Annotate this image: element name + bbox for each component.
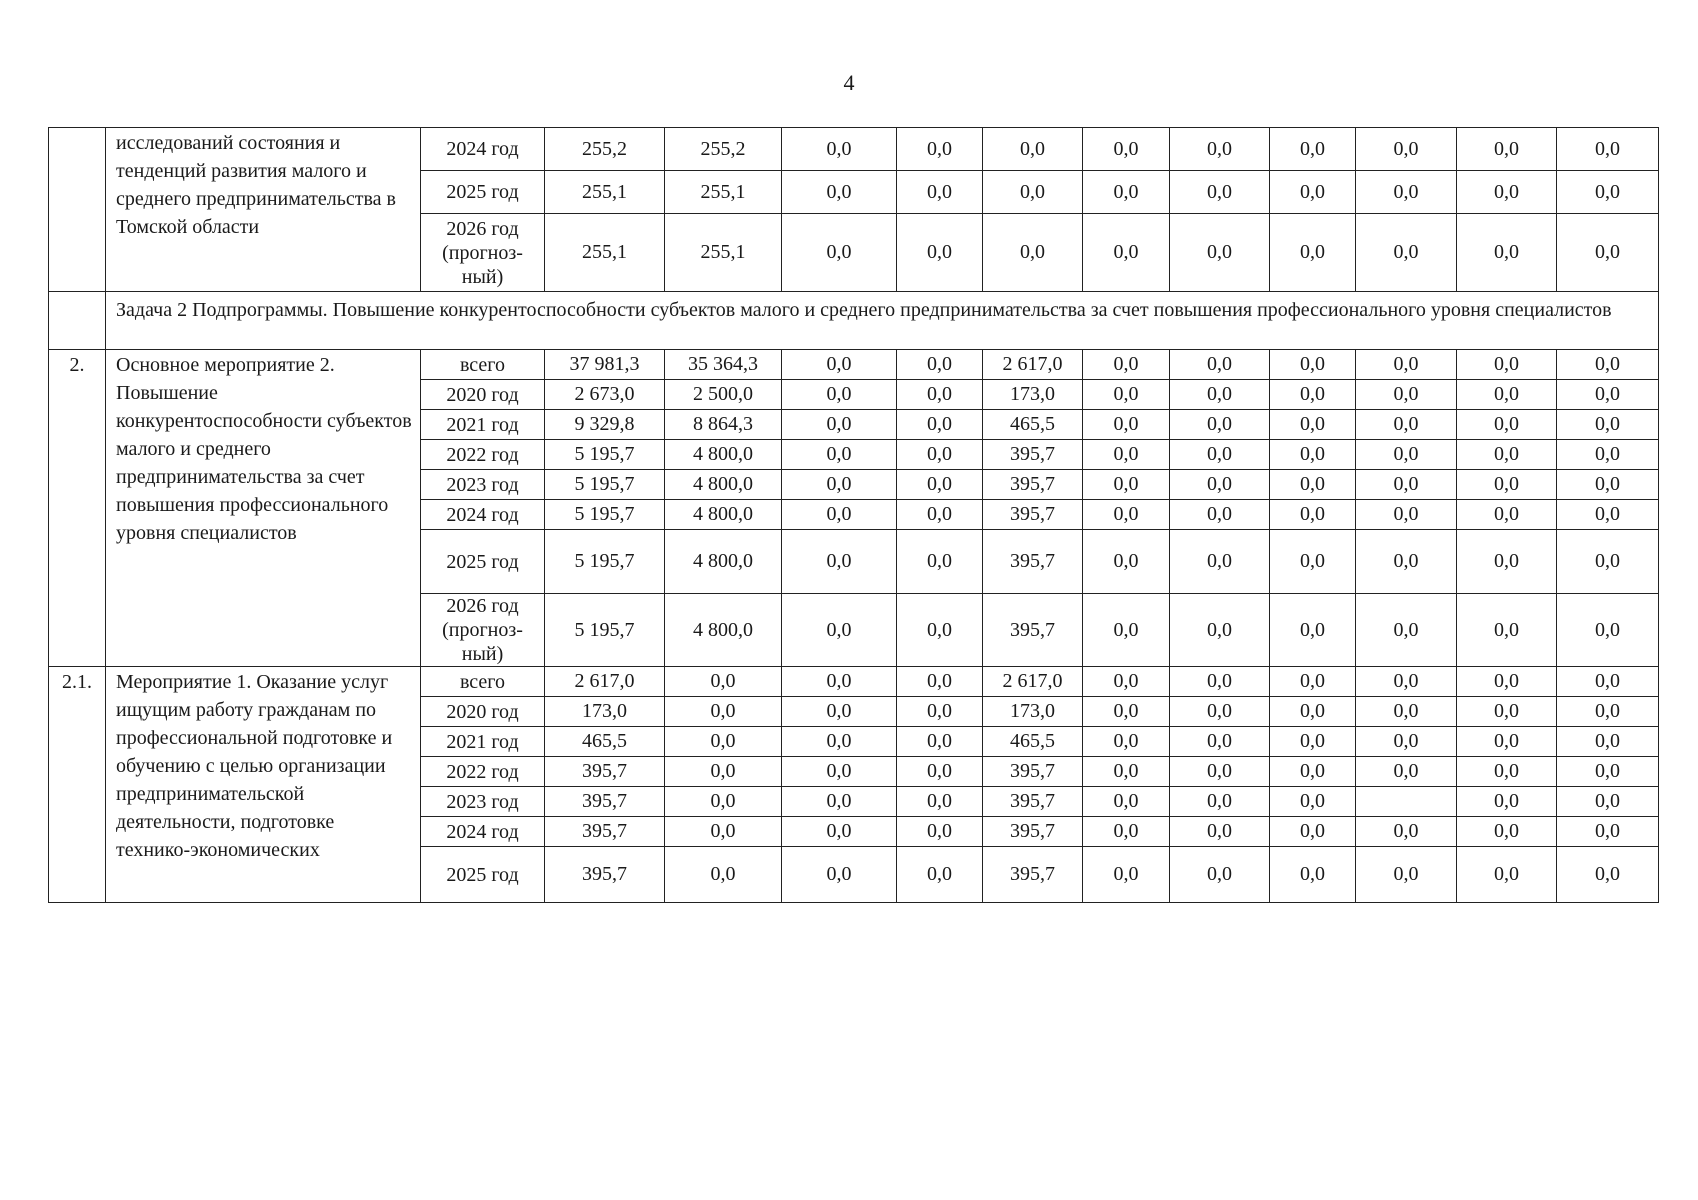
value-cell: 0,0	[1557, 594, 1659, 667]
value-cell: 0,0	[1083, 500, 1170, 530]
value-cell: 0,0	[1170, 410, 1270, 440]
value-cell: 0,0	[782, 667, 897, 697]
value-cell: 0,0	[1356, 847, 1457, 903]
value-cell: 0,0	[1083, 697, 1170, 727]
value-cell: 0,0	[897, 787, 983, 817]
value-cell: 0,0	[782, 214, 897, 292]
value-cell: 255,2	[545, 128, 665, 171]
value-cell: 0,0	[1557, 350, 1659, 380]
value-cell: 0,0	[1457, 214, 1557, 292]
value-cell: 0,0	[1557, 787, 1659, 817]
value-cell: 0,0	[1270, 500, 1356, 530]
value-cell: 0,0	[782, 470, 897, 500]
value-cell: 0,0	[1356, 757, 1457, 787]
value-cell: 0,0	[1557, 530, 1659, 594]
value-cell: 0,0	[1083, 171, 1170, 214]
value-cell: 0,0	[1170, 727, 1270, 757]
value-cell: 0,0	[1270, 757, 1356, 787]
value-cell: 0,0	[1557, 727, 1659, 757]
value-cell: 0,0	[782, 380, 897, 410]
value-cell: 0,0	[897, 667, 983, 697]
year-cell: 2022 год	[421, 757, 545, 787]
value-cell: 0,0	[665, 787, 782, 817]
value-cell: 0,0	[1170, 500, 1270, 530]
value-cell: 0,0	[1083, 727, 1170, 757]
value-cell: 0,0	[1170, 667, 1270, 697]
year-cell: 2025 год	[421, 847, 545, 903]
value-cell: 0,0	[782, 500, 897, 530]
value-cell: 395,7	[983, 530, 1083, 594]
year-cell: 2026 год (прогноз-ный)	[421, 214, 545, 292]
value-cell: 0,0	[1557, 817, 1659, 847]
value-cell: 0,0	[1557, 171, 1659, 214]
value-cell: 5 195,7	[545, 594, 665, 667]
value-cell: 0,0	[1083, 440, 1170, 470]
value-cell: 0,0	[782, 440, 897, 470]
value-cell: 0,0	[1557, 500, 1659, 530]
value-cell: 0,0	[665, 697, 782, 727]
value-cell: 0,0	[1170, 440, 1270, 470]
value-cell: 0,0	[1457, 380, 1557, 410]
value-cell: 0,0	[1457, 667, 1557, 697]
value-cell: 0,0	[897, 128, 983, 171]
value-cell: 0,0	[1356, 440, 1457, 470]
value-cell: 0,0	[1356, 697, 1457, 727]
year-cell: всего	[421, 350, 545, 380]
value-cell: 0,0	[897, 500, 983, 530]
year-cell: 2025 год	[421, 171, 545, 214]
value-cell: 0,0	[1083, 380, 1170, 410]
value-cell: 0,0	[897, 380, 983, 410]
value-cell: 0,0	[782, 128, 897, 171]
value-cell: 5 195,7	[545, 440, 665, 470]
value-cell: 0,0	[1457, 817, 1557, 847]
value-cell: 0,0	[1457, 757, 1557, 787]
value-cell: 0,0	[1270, 530, 1356, 594]
value-cell: 0,0	[782, 594, 897, 667]
value-cell: 0,0	[1170, 757, 1270, 787]
value-cell: 35 364,3	[665, 350, 782, 380]
value-cell: 395,7	[545, 787, 665, 817]
value-cell: 0,0	[1356, 817, 1457, 847]
year-cell: 2023 год	[421, 470, 545, 500]
value-cell	[1356, 787, 1457, 817]
value-cell: 255,1	[665, 214, 782, 292]
value-cell: 0,0	[1083, 817, 1170, 847]
year-cell: 2020 год	[421, 697, 545, 727]
item-name: Мероприятие 1. Оказание услуг ищущим работу гражданам по профессиональной подготовке и обучению с целью организации предпринимательской деятельности, подготовке технико-экономических	[106, 667, 421, 903]
value-cell: 0,0	[1356, 214, 1457, 292]
year-cell: 2020 год	[421, 380, 545, 410]
item-number: 2.1.	[49, 667, 106, 903]
year-cell: всего	[421, 667, 545, 697]
value-cell: 0,0	[1083, 847, 1170, 903]
value-cell: 0,0	[1356, 594, 1457, 667]
value-cell: 0,0	[983, 171, 1083, 214]
value-cell: 0,0	[1083, 410, 1170, 440]
value-cell: 0,0	[1457, 787, 1557, 817]
value-cell: 0,0	[1356, 171, 1457, 214]
value-cell: 0,0	[782, 727, 897, 757]
value-cell: 0,0	[897, 594, 983, 667]
table-row	[49, 128, 1659, 171]
value-cell: 0,0	[1356, 470, 1457, 500]
task-row	[49, 292, 1659, 350]
value-cell: 0,0	[1270, 787, 1356, 817]
year-cell: 2026 год (прогноз-ный)	[421, 594, 545, 667]
value-cell: 5 195,7	[545, 470, 665, 500]
value-cell: 395,7	[545, 847, 665, 903]
value-cell: 465,5	[545, 727, 665, 757]
value-cell: 0,0	[983, 214, 1083, 292]
value-cell: 0,0	[1356, 727, 1457, 757]
value-cell: 0,0	[665, 667, 782, 697]
value-cell: 395,7	[983, 757, 1083, 787]
value-cell: 4 800,0	[665, 470, 782, 500]
value-cell: 0,0	[897, 697, 983, 727]
value-cell: 0,0	[1457, 594, 1557, 667]
task-description: Задача 2 Подпрограммы. Повышение конкурентоспособности субъектов малого и среднего предпринимательства за счет повышения профессионального уровня специалистов	[106, 292, 1659, 350]
item-number: 2.	[49, 350, 106, 667]
value-cell: 0,0	[1457, 440, 1557, 470]
value-cell: 0,0	[1356, 350, 1457, 380]
value-cell: 0,0	[1170, 697, 1270, 727]
value-cell: 0,0	[1457, 410, 1557, 440]
value-cell: 0,0	[1557, 757, 1659, 787]
value-cell: 0,0	[782, 757, 897, 787]
value-cell: 0,0	[897, 817, 983, 847]
value-cell: 395,7	[545, 817, 665, 847]
value-cell: 0,0	[665, 727, 782, 757]
value-cell: 0,0	[665, 757, 782, 787]
value-cell: 0,0	[1356, 410, 1457, 440]
value-cell: 5 195,7	[545, 500, 665, 530]
value-cell: 465,5	[983, 727, 1083, 757]
value-cell: 0,0	[1356, 667, 1457, 697]
value-cell: 0,0	[1457, 500, 1557, 530]
value-cell: 0,0	[1270, 727, 1356, 757]
year-cell: 2022 год	[421, 440, 545, 470]
value-cell: 0,0	[1170, 171, 1270, 214]
page-number: 4	[843, 70, 855, 95]
value-cell: 0,0	[1083, 350, 1170, 380]
value-cell: 0,0	[782, 817, 897, 847]
value-cell: 37 981,3	[545, 350, 665, 380]
value-cell: 395,7	[983, 847, 1083, 903]
value-cell: 8 864,3	[665, 410, 782, 440]
value-cell: 0,0	[1356, 500, 1457, 530]
value-cell: 0,0	[1170, 380, 1270, 410]
value-cell: 0,0	[1170, 470, 1270, 500]
value-cell: 2 500,0	[665, 380, 782, 410]
value-cell: 4 800,0	[665, 500, 782, 530]
value-cell: 0,0	[897, 214, 983, 292]
value-cell: 0,0	[897, 727, 983, 757]
value-cell: 0,0	[1557, 410, 1659, 440]
value-cell: 0,0	[897, 470, 983, 500]
value-cell: 0,0	[1270, 697, 1356, 727]
item-name: исследований состояния и тенденций развития малого и среднего предпринимательства в Томской области	[106, 128, 421, 292]
value-cell: 0,0	[1170, 214, 1270, 292]
value-cell: 0,0	[1457, 350, 1557, 380]
value-cell: 0,0	[782, 787, 897, 817]
value-cell: 0,0	[1170, 787, 1270, 817]
value-cell: 0,0	[1170, 128, 1270, 171]
year-cell: 2021 год	[421, 410, 545, 440]
table-row	[49, 667, 1659, 697]
value-cell: 395,7	[983, 440, 1083, 470]
value-cell: 0,0	[782, 410, 897, 440]
value-cell: 0,0	[1457, 697, 1557, 727]
value-cell: 0,0	[1170, 530, 1270, 594]
value-cell: 0,0	[1083, 787, 1170, 817]
value-cell: 0,0	[1270, 128, 1356, 171]
value-cell: 0,0	[897, 440, 983, 470]
value-cell: 465,5	[983, 410, 1083, 440]
value-cell: 9 329,8	[545, 410, 665, 440]
value-cell: 0,0	[897, 847, 983, 903]
value-cell: 0,0	[1457, 128, 1557, 171]
value-cell: 5 195,7	[545, 530, 665, 594]
task-number	[49, 292, 106, 350]
value-cell: 0,0	[782, 530, 897, 594]
value-cell: 0,0	[897, 410, 983, 440]
value-cell: 0,0	[1557, 128, 1659, 171]
value-cell: 395,7	[545, 757, 665, 787]
year-cell: 2025 год	[421, 530, 545, 594]
value-cell: 2 673,0	[545, 380, 665, 410]
value-cell: 0,0	[1083, 530, 1170, 594]
value-cell: 0,0	[1270, 350, 1356, 380]
value-cell: 0,0	[1557, 214, 1659, 292]
value-cell: 395,7	[983, 594, 1083, 667]
year-cell: 2024 год	[421, 128, 545, 171]
value-cell: 0,0	[1083, 667, 1170, 697]
value-cell: 255,1	[665, 171, 782, 214]
value-cell: 0,0	[1356, 380, 1457, 410]
value-cell: 4 800,0	[665, 440, 782, 470]
value-cell: 0,0	[1457, 727, 1557, 757]
value-cell: 2 617,0	[983, 667, 1083, 697]
value-cell: 173,0	[983, 380, 1083, 410]
value-cell: 0,0	[1083, 470, 1170, 500]
value-cell: 0,0	[1457, 470, 1557, 500]
value-cell: 0,0	[1270, 440, 1356, 470]
value-cell: 0,0	[1557, 440, 1659, 470]
table-row	[49, 350, 1659, 380]
value-cell: 0,0	[1557, 470, 1659, 500]
value-cell: 0,0	[1270, 817, 1356, 847]
value-cell: 173,0	[545, 697, 665, 727]
value-cell: 0,0	[897, 530, 983, 594]
year-cell: 2023 год	[421, 787, 545, 817]
year-cell: 2024 год	[421, 817, 545, 847]
item-number	[49, 128, 106, 292]
value-cell: 0,0	[1270, 470, 1356, 500]
item-name: Основное мероприятие 2. Повышение конкурентоспособности субъектов малого и среднего предпринимательства за счет повышения профессионального уровня специалистов	[106, 350, 421, 667]
year-cell: 2021 год	[421, 727, 545, 757]
value-cell: 0,0	[983, 128, 1083, 171]
value-cell: 0,0	[782, 697, 897, 727]
value-cell: 0,0	[1270, 214, 1356, 292]
value-cell: 0,0	[1557, 697, 1659, 727]
value-cell: 0,0	[1457, 171, 1557, 214]
value-cell: 255,1	[545, 214, 665, 292]
value-cell: 395,7	[983, 817, 1083, 847]
value-cell: 0,0	[1270, 380, 1356, 410]
budget-table	[48, 127, 1659, 903]
value-cell: 0,0	[1170, 350, 1270, 380]
value-cell: 0,0	[782, 847, 897, 903]
value-cell: 0,0	[1557, 667, 1659, 697]
value-cell: 0,0	[1270, 594, 1356, 667]
value-cell: 0,0	[1270, 410, 1356, 440]
value-cell: 4 800,0	[665, 530, 782, 594]
value-cell: 0,0	[1270, 847, 1356, 903]
value-cell: 0,0	[1557, 847, 1659, 903]
value-cell: 395,7	[983, 787, 1083, 817]
value-cell: 255,2	[665, 128, 782, 171]
value-cell: 2 617,0	[983, 350, 1083, 380]
value-cell: 395,7	[983, 470, 1083, 500]
value-cell: 0,0	[1083, 594, 1170, 667]
year-cell: 2024 год	[421, 500, 545, 530]
value-cell: 0,0	[1083, 128, 1170, 171]
value-cell: 0,0	[897, 171, 983, 214]
value-cell: 0,0	[1356, 128, 1457, 171]
value-cell: 0,0	[1170, 817, 1270, 847]
value-cell: 0,0	[897, 350, 983, 380]
value-cell: 0,0	[1557, 380, 1659, 410]
value-cell: 0,0	[897, 757, 983, 787]
value-cell: 0,0	[1170, 847, 1270, 903]
value-cell: 0,0	[782, 350, 897, 380]
value-cell: 395,7	[983, 500, 1083, 530]
value-cell: 0,0	[1083, 214, 1170, 292]
value-cell: 255,1	[545, 171, 665, 214]
value-cell: 0,0	[1083, 757, 1170, 787]
value-cell: 173,0	[983, 697, 1083, 727]
value-cell: 0,0	[1457, 847, 1557, 903]
value-cell: 0,0	[1170, 594, 1270, 667]
value-cell: 2 617,0	[545, 667, 665, 697]
value-cell: 0,0	[1356, 530, 1457, 594]
value-cell: 0,0	[1270, 667, 1356, 697]
value-cell: 0,0	[665, 847, 782, 903]
value-cell: 0,0	[1270, 171, 1356, 214]
value-cell: 0,0	[1457, 530, 1557, 594]
value-cell: 0,0	[665, 817, 782, 847]
value-cell: 0,0	[782, 171, 897, 214]
value-cell: 4 800,0	[665, 594, 782, 667]
